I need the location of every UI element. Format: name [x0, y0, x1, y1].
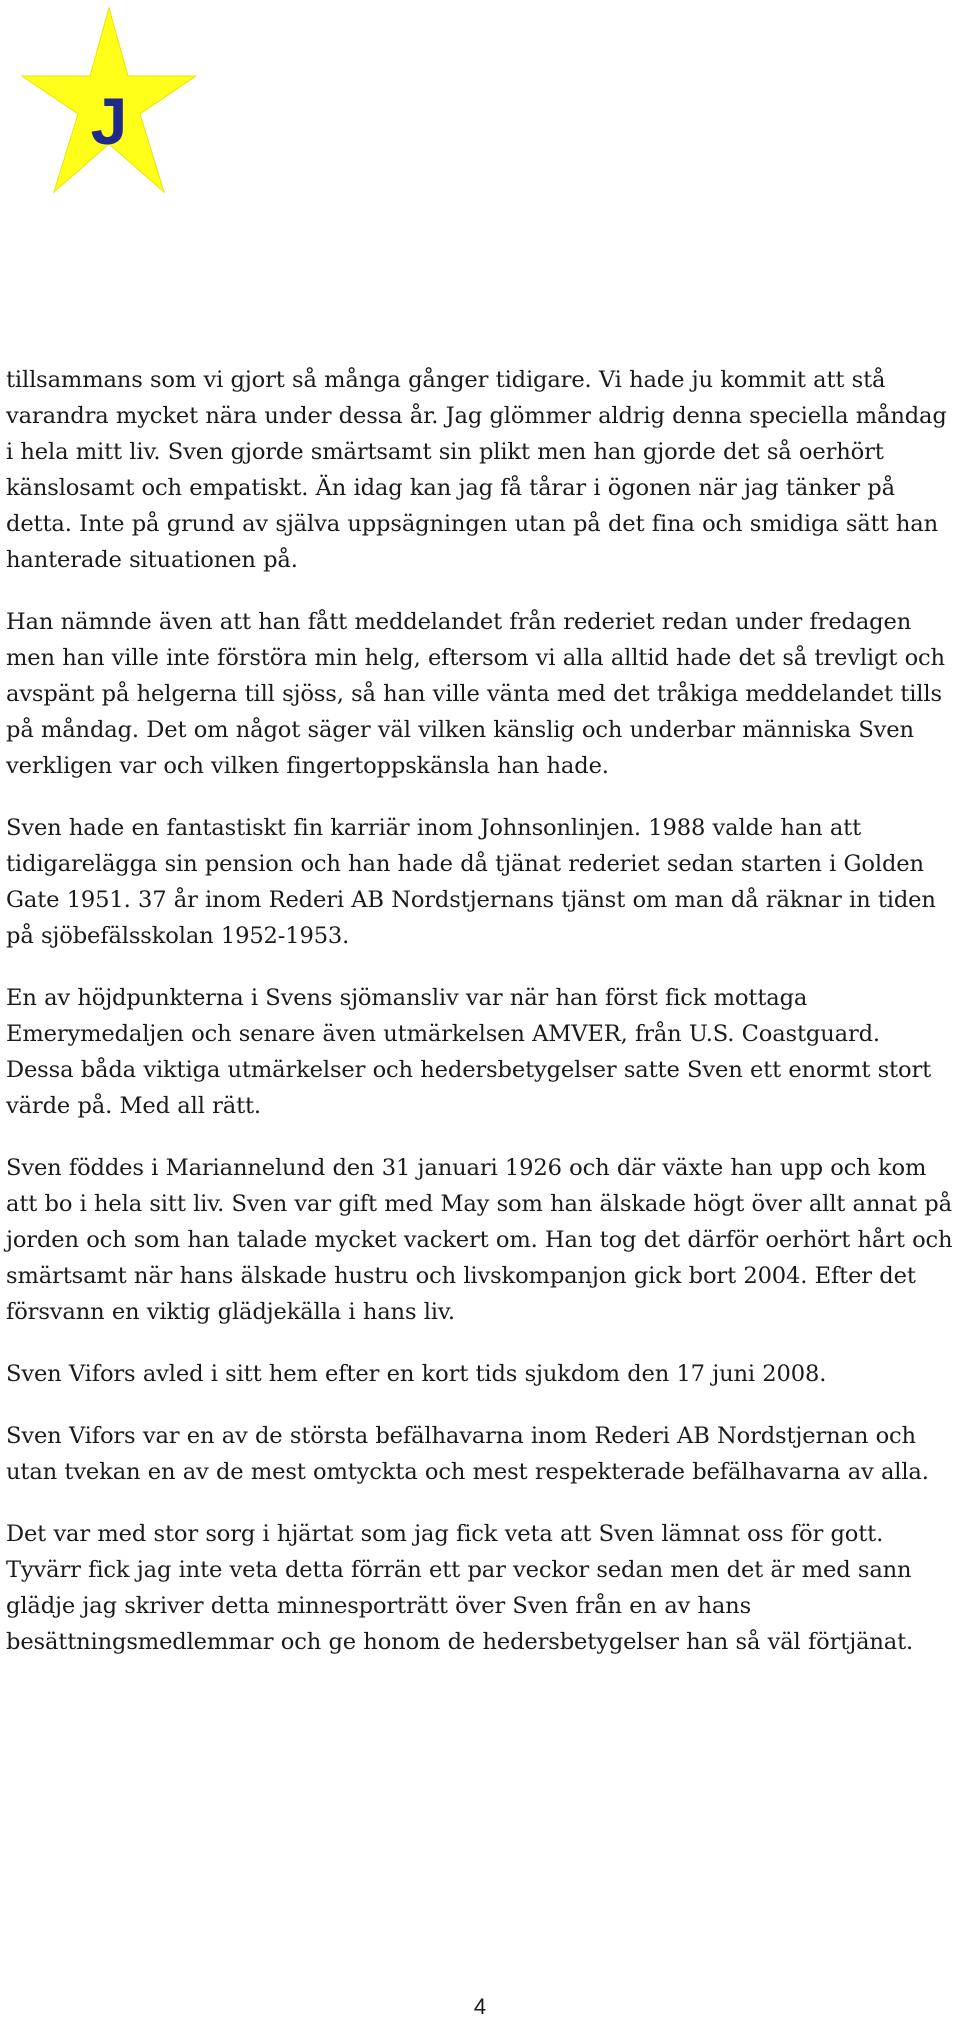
- paragraph-1: tillsammans som vi gjort så många gånger tidigare. Vi hade ju kommit att stå varandra mycket nära under dessa år. Jag glömmer aldrig denna speciella måndag i hela mitt liv. Sven gjorde smärtsamt sin plikt men han gjorde det så oerhört känslosamt och empatiskt. Än idag kan jag få tårar i ögonen när jag tänker på detta. Inte på grund av själva uppsägningen utan på det fina och smidiga sätt han hanterade situationen på.: [6, 367, 947, 573]
- page-number: 4: [473, 1994, 487, 2019]
- star-icon: [6, 4, 196, 194]
- paragraph-6: Sven Vifors avled i sitt hem efter en kort tids sjukdom den 17 juni 2008.: [6, 1361, 827, 1387]
- paragraph-8: Det var med stor sorg i hjärtat som jag fick veta att Sven lämnat oss för gott. Tyvärr fick jag inte veta detta förrän ett par veckor sedan men det är med sann glädje jag skriver detta minnesporträtt över Sven från en av hans besättningsmedlemmar och ge honom de hedersbetygelser han så väl förtjänat.: [6, 1521, 914, 1655]
- star-logo: [6, 4, 196, 194]
- document-body: [6, 362, 954, 1686]
- logo-letter: J: [90, 84, 128, 158]
- paragraph-3: Sven hade en fantastiskt fin karriär inom Johnsonlinjen. 1988 valde han att tidigarelägga sin pension och han hade då tjänat rederiet sedan starten i Golden Gate 1951. 37 år inom Rederi AB Nordstjernans tjänst om man då räknar in tiden på sjöbefälsskolan 1952-1953.: [6, 815, 936, 949]
- paragraph-5: Sven föddes i Mariannelund den 31 januari 1926 och där växte han upp och kom att bo i hela sitt liv. Sven var gift med May som han älskade högt över allt annat på jorden och som han talade mycket vackert om. Han tog det därför oerhört hårt och smärtsamt när hans älskade hustru och livskompanjon gick bort 2004. Efter det försvann en viktig glädjekälla i hans liv.: [6, 1155, 953, 1325]
- paragraph-4: En av höjdpunkterna i Svens sjömansliv var när han först fick mottaga Emerymedaljen och senare även utmärkelsen AMVER, från U.S. Coastguard. Dessa båda viktiga utmärkelser och hedersbetygelser satte Sven ett enormt stort värde på. Med all rätt.: [6, 985, 932, 1119]
- paragraph-7: Sven Vifors var en av de största befälhavarna inom Rederi AB Nordstjernan och utan tvekan en av de mest omtyckta och mest respekterade befälhavarna av alla.: [6, 1423, 929, 1485]
- paragraph-2: Han nämnde även att han fått meddelandet från rederiet redan under fredagen men han ville inte förstöra min helg, eftersom vi alla alltid hade det så trevligt och avspänt på helgerna till sjöss, så han ville vänta med det tråkiga meddelandet tills på måndag. Det om något säger väl vilken känslig och underbar människa Sven verkligen var och vilken fingertoppskänsla han hade.: [6, 609, 945, 779]
